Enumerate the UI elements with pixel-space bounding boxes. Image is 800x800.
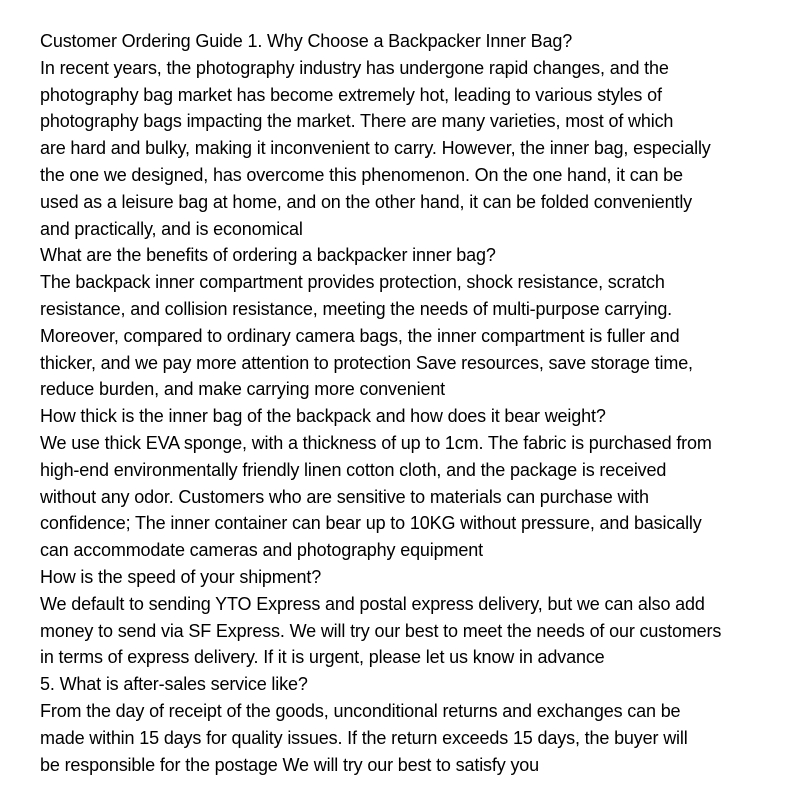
text-line: reduce burden, and make carrying more convenient	[40, 379, 446, 400]
text-line: in terms of express delivery. If it is urgent, please let us know in advance	[40, 647, 605, 668]
text-line: used as a leisure bag at home, and on the other hand, it can be folded conveniently	[40, 191, 693, 212]
text-line: resistance, and collision resistance, meeting the needs of multi-purpose carrying.	[40, 298, 673, 319]
text-line: From the day of receipt of the goods, unconditional returns and exchanges can be	[40, 700, 681, 721]
text-line: and practically, and is economical	[40, 218, 303, 239]
text-line: The backpack inner compartment provides protection, shock resistance, scratch	[40, 272, 665, 293]
text-line: high-end environmentally friendly linen cotton cloth, and the package is received	[40, 459, 667, 480]
text-line: 5. What is after-sales service like?	[40, 674, 308, 695]
text-line: thicker, and we pay more attention to protection Save resources, save storage time,	[40, 352, 693, 373]
text-line: Customer Ordering Guide 1. Why Choose a Backpacker Inner Bag?	[40, 31, 573, 51]
text-line: confidence; The inner container can bear up to 10KG without pressure, and basically	[40, 513, 702, 534]
text-line: the one we designed, has overcome this phenomenon. On the one hand, it can be	[40, 164, 683, 185]
text-line: be responsible for the postage We will try our best to satisfy you	[40, 754, 540, 775]
text-line: without any odor. Customers who are sensitive to materials can purchase with	[40, 486, 649, 507]
text-line: We default to sending YTO Express and postal express delivery, but we can also add	[40, 593, 705, 614]
text-line: photography bags impacting the market. There are many varieties, most of which	[40, 111, 674, 132]
text-line: photography bag market has become extremely hot, leading to various styles of	[40, 84, 662, 105]
text-line: can accommodate cameras and photography equipment	[40, 540, 483, 561]
text-line: money to send via SF Express. We will try our best to meet the needs of our customers	[40, 620, 722, 641]
text-line: In recent years, the photography industry has undergone rapid changes, and the	[40, 57, 669, 78]
text-line: Moreover, compared to ordinary camera bags, the inner compartment is fuller and	[40, 325, 680, 346]
text-line: How thick is the inner bag of the backpack and how does it bear weight?	[40, 406, 606, 427]
text-line: What are the benefits of ordering a backpacker inner bag?	[40, 245, 496, 266]
text-line: How is the speed of your shipment?	[40, 566, 322, 587]
text-line: made within 15 days for quality issues. If the return exceeds 15 days, the buyer will	[40, 727, 688, 748]
text-line: are hard and bulky, making it inconvenient to carry. However, the inner bag, especially	[40, 138, 711, 159]
text-line: We use thick EVA sponge, with a thickness of up to 1cm. The fabric is purchased from	[40, 432, 712, 453]
